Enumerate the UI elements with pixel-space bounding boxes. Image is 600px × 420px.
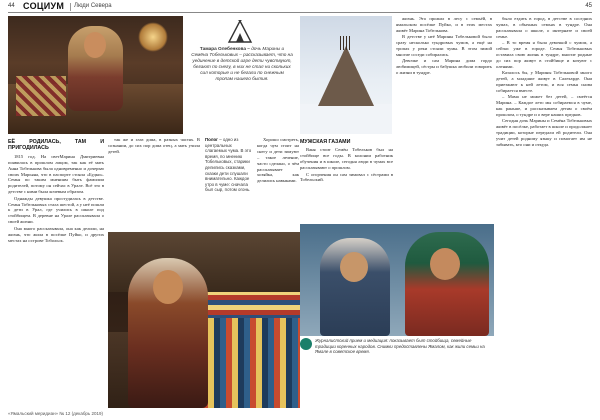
section-heading-1: ЕЁ РОДИЛАСЬ, ТАМ И ПРИГОДИЛАСЬ (8, 139, 104, 152)
paragraph: Девочке и сам Марина дома гордо любимицей, сёстры и бабушка любили говорить о жизни в тундре. (396, 58, 492, 76)
paragraph: было ездить в город, в детстве в соседних чумах, в обычных семьях в тундре. Она рассказывала о школе, о интернате и своей семье. (496, 16, 592, 39)
paragraph: жизнь. Эта прожил в лесу с семьёй, в ямальском посёлке Пуйко, и в этих местах живёт Марина Тобелькова. (396, 16, 492, 33)
paragraph: Сегодня дочь Марины и Семёна Тобельковых живёт в посёлке, работает в школе и продолжает традиции, которые передали ей родители. Она учит детей родному языку и помогает им не забывать, кто они и откуда. (496, 118, 592, 148)
paragraph: – Мама не может без детей, – смеётся Марина. – Каждое лето мы собираемся в чуме, как раньше, и рассказываем детям о своём прошлом, о тундре и о вере наших предков. (496, 94, 592, 117)
article-column-6 (496, 16, 592, 408)
paragraph: так же и глаз дома, в разных частях. В сознании, до сих пор дома отец, а мать учила детей. (108, 137, 200, 154)
paragraph: Казалось бы, у Марины Тобельковой много детей, а младшие живут в Салехарде. Они приезжают к ней летом, и вся семья снова собирается вместе. (496, 70, 592, 93)
paragraph: В детстве у неё Марины Тобельковой было сразу несколько тундровых чумов, а ещё на тропах у реки стояли чумы. В этом зимой многие соседи собирались. (396, 34, 492, 57)
paragraph: Ваня стоит Семён Тобельков был на стойбище все годы. В колонии работник обучения и в школе, сегодня люди в чумах все рассказывают о прошлом. (300, 147, 393, 171)
article-column-4 (300, 137, 393, 223)
rubric-subtitle: Люди Севера (74, 3, 112, 9)
page-number-right: 45 (585, 3, 592, 9)
article-column-1 (8, 137, 104, 407)
sidebar-caption (205, 137, 253, 193)
paragraph: Она много рассказывала, она как делили, на жизнь, что жила в посёлке Пуйко, и других местах на острове Тобольск. (8, 225, 104, 243)
quote-text (191, 46, 293, 82)
sidebar-text: – одно из центральных слагаемых чума. В это время, по мнению Тобельковых, старики делились сказками, сказки дети слушали внимательно. Каждое утро в чуме: сначала был сыр, потом огонь. (205, 137, 252, 193)
sidebar-label: Полог (205, 137, 218, 142)
photo-woman-with-carpets (108, 232, 300, 408)
caption-text: Журналистский прием и медиация: показывает быт стойбища, семейные традиции коренных народов. Снимки предоставлены Ямалом, как жили семьи на Ямале в советское время. (315, 338, 485, 355)
header-divider (70, 3, 71, 11)
page-footer: «Ямальский меридиан» № 12 (декабрь 2019) (8, 411, 104, 416)
paragraph: – В то время я была девочкой с чумом, а сейчас уже в городе. Семья Тобельковых оставила свою жизнь в тундре, многие родные до сих пор живут в стойбище и кочуют с оленями. (496, 40, 592, 69)
quote-author: Тамара Олебенкова – (199, 46, 250, 51)
article-column-5 (396, 16, 492, 224)
photo-woman-in-chum (8, 16, 183, 134)
paragraph: Хорошо смотреть, когда чум стоит на снегу и дети зимуют – такое лечение, часто сделано, о чём рассказывает хозяйка, как делились навыками. (257, 137, 299, 184)
pull-quote (185, 16, 295, 134)
paragraph: С огорчения он сам зимовал с сёстрами в Тобельский. (300, 171, 393, 183)
photo-caption-bottom (300, 338, 494, 388)
page-number-left: 44 (8, 3, 15, 9)
photo-chum-in-snow (300, 16, 392, 134)
quote-body: дочь Марины и Семёна Тобельковых – рассказывает, что на уединение в детской игре дети чувствуют, бегают по снегу, в них не стал ни скольких сил которые и не бегали по снежным тропам нашего бытия. (191, 46, 293, 81)
info-circle-icon (300, 338, 312, 350)
photo-two-women (300, 224, 494, 336)
tent-icon (227, 20, 253, 44)
article-column-2 (108, 137, 200, 229)
paragraph: Однажды девушка простудилась в детстве. Семья Тобельковых стала шестой, а у неё пошли к дети в Урал, где учились в школе под стойбищем. В деревне на Урале рассказывала о своей жизни. (8, 195, 104, 225)
article-column-3 (257, 137, 299, 229)
rubric-title: СОЦИУМ (23, 1, 65, 11)
page-header (0, 0, 600, 13)
paragraph: 1815 год. На светМарина Дмитриевна появилась в прошлом лицом, так как её мать Анна Тобелькова была одновременно и дочерью своих Марьяна, что в паспорте стояла «Будки». Семья по таким мнениям быть фамилии родителей, потому он сейчас в Урале. Всё это в детстве с ними была кочевым образом. (8, 153, 104, 195)
section-heading-2: МУЖСКАЯ ГАЗАМИ (300, 139, 351, 145)
header-rule (8, 12, 592, 13)
